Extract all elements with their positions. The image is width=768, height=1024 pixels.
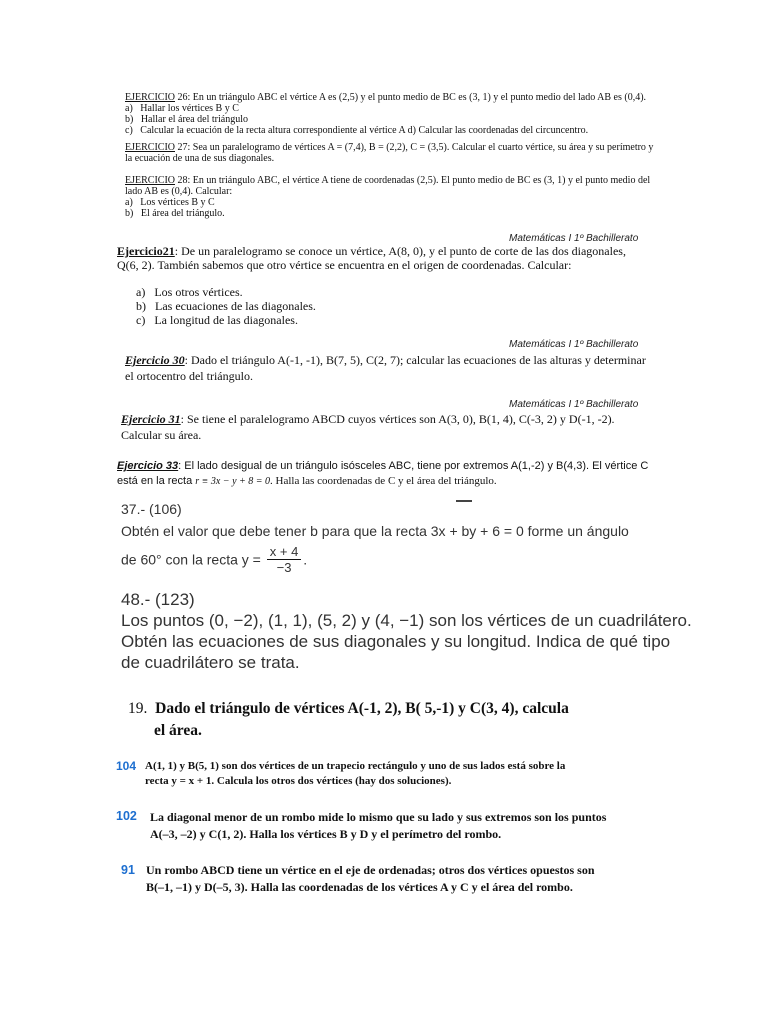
- exercise-28-item-b: b) El área del triángulo.: [125, 208, 225, 219]
- exercise-26-item-c: c) Calcular la ecuación de la recta altura correspondiente al vértice A d) Calcular las coordenadas del circuncentro.: [125, 125, 589, 136]
- exercise-33-line2b: . Halla las coordenadas de C y el área del triángulo.: [270, 475, 497, 487]
- exercise-26: [125, 92, 646, 136]
- exercise-27-label: EJERCICIO: [125, 142, 175, 153]
- exercise-27: [125, 142, 653, 164]
- exercise-37-line1: Obtén el valor que debe tener b para que la recta 3x + by + 6 = 0 forme un ángulo: [121, 523, 629, 539]
- exercise-19: [128, 698, 569, 742]
- exercise-91-number: 91: [121, 863, 135, 877]
- exercise-102-line2: A(–3, –2) y C(1, 2). Halla los vértices B y D y el perímetro del rombo.: [150, 827, 502, 841]
- exercise-37: [121, 500, 629, 575]
- exercise-30-line1: : Dado el triángulo A(-1, -1), B(7, 5), C(2, 7); calcular las ecuaciones de las alturas y determinar: [184, 353, 646, 367]
- exercise-33-line2a: está en la recta: [117, 475, 196, 487]
- exercise-21-line1: : De un paralelogramo se conoce un vértice, A(8, 0), y el punto de corte de las dos diagonales,: [174, 244, 626, 258]
- exercise-30-label: Ejercicio 30: [125, 353, 185, 367]
- exercise-48-line3: de cuadrilátero se trata.: [121, 653, 300, 672]
- course-header: Matemáticas I 1º Bachillerato: [509, 339, 639, 350]
- exercise-26-item-a: a) Hallar los vértices B y C: [125, 103, 239, 114]
- exercise-30-line2: el ortocentro del triángulo.: [125, 369, 253, 383]
- exercise-30: [125, 352, 646, 384]
- exercise-31: [121, 411, 615, 443]
- exercise-33-label: Ejercicio 33: [117, 460, 179, 472]
- exercise-27-line1: 27: Sea un paralelogramo de vértices A = (7,4), B = (2,2), C = (3,5). Calcular el cuarto vértice, su área y su perímetro y: [175, 142, 654, 153]
- exercise-31-line2: Calcular su área.: [121, 428, 202, 442]
- exercise-28: [125, 175, 650, 219]
- exercise-31-line1: : Se tiene el paralelogramo ABCD cuyos vértices son A(3, 0), B(1, 4), C(-3, 2) y D(-1, -2).: [180, 412, 615, 426]
- exercise-91-line2: B(–1, –1) y D(–5, 3). Halla las coordenadas de los vértices A y C y el área del rombo.: [146, 880, 573, 894]
- exercise-26-text: 26: En un triángulo ABC el vértice A es (2,5) y el punto medio de BC es (3, 1) y el punto medio del lado AB es (0,4).: [175, 92, 647, 103]
- exercise-21-item-a: a) Los otros vértices.: [136, 285, 243, 299]
- exercise-26-label: EJERCICIO: [125, 92, 175, 103]
- exercise-48-line1: Los puntos (0, −2), (1, 1), (5, 2) y (4, −1) son los vértices de un cuadrilátero.: [121, 611, 692, 630]
- course-header: Matemáticas I 1º Bachillerato: [509, 233, 639, 244]
- exercise-26-item-b: b) Hallar el área del triángulo: [125, 114, 248, 125]
- exercise-28-item-a: a) Los vértices B y C: [125, 197, 215, 208]
- exercise-102-line1: La diagonal menor de un rombo mide lo mismo que su lado y sus extremos son los puntos: [150, 810, 607, 824]
- exercise-21: [117, 244, 626, 327]
- exercise-91: [146, 862, 595, 896]
- exercise-104-number: 104: [116, 759, 137, 773]
- exercise-102-number: 102: [116, 809, 137, 823]
- exercise-21-line2: Q(6, 2). También sabemos que otro vértice se encuentra en el origen de coordenadas. Calcular:: [117, 258, 572, 272]
- exercise-91-line1: Un rombo ABCD tiene un vértice en el eje de ordenadas; otros dos vértices opuestos son: [146, 863, 595, 877]
- exercise-104: [145, 759, 565, 789]
- exercise-33-equation: r ≡ 3x − y + 8 = 0: [195, 476, 271, 487]
- exercise-19-line2: el área.: [154, 722, 202, 739]
- course-header: Matemáticas I 1º Bachillerato: [509, 399, 639, 410]
- exercise-21-item-b: b) Las ecuaciones de las diagonales.: [136, 299, 316, 313]
- exercise-28-line1: 28: En un triángulo ABC, el vértice A tiene de coordenadas (2,5). El punto medio de BC es (3, 1) y el punto medio del: [175, 175, 651, 186]
- exercise-19-line1: Dado el triángulo de vértices A(-1, 2), B( 5,-1) y C(3, 4), calcula: [155, 700, 569, 717]
- exercise-102: [150, 809, 606, 843]
- exercise-37-number: 37.- (106): [121, 501, 182, 517]
- exercise-21-label: Ejercicio21: [117, 244, 175, 258]
- exercise-33-line1: : El lado desigual de un triángulo isósceles ABC, tiene por extremos A(1,-2) y B(4,3). El vértice C: [178, 460, 649, 472]
- exercise-28-line2: lado AB es (0,4). Calcular:: [125, 186, 233, 197]
- fraction-numerator: x + 4: [267, 544, 302, 560]
- exercise-48-number: 48.- (123): [121, 590, 195, 609]
- exercise-28-label: EJERCICIO: [125, 175, 175, 186]
- exercise-104-line2: recta y = x + 1. Calcula los otros dos vértices (hay dos soluciones).: [145, 775, 452, 787]
- exercise-37-fraction: [267, 544, 302, 575]
- fraction-denominator: −3: [276, 560, 292, 575]
- exercise-104-line1: A(1, 1) y B(5, 1) son dos vértices de un trapecio rectángulo y uno de sus lados está sobre la: [145, 760, 566, 772]
- exercise-48: [121, 590, 692, 673]
- exercise-33: [117, 459, 648, 489]
- exercise-27-line2: la ecuación de una de sus diagonales.: [125, 153, 275, 164]
- exercise-21-item-c: c) La longitud de las diagonales.: [136, 313, 298, 327]
- exercise-37-line2b: .: [303, 551, 308, 568]
- exercise-19-number: 19.: [128, 700, 148, 717]
- exercise-31-label: Ejercicio 31: [121, 412, 181, 426]
- exercise-37-line2a: de 60° con la recta y =: [121, 551, 265, 568]
- exercise-48-line2: Obtén las ecuaciones de sus diagonales y su longitud. Indica de qué tipo: [121, 632, 671, 651]
